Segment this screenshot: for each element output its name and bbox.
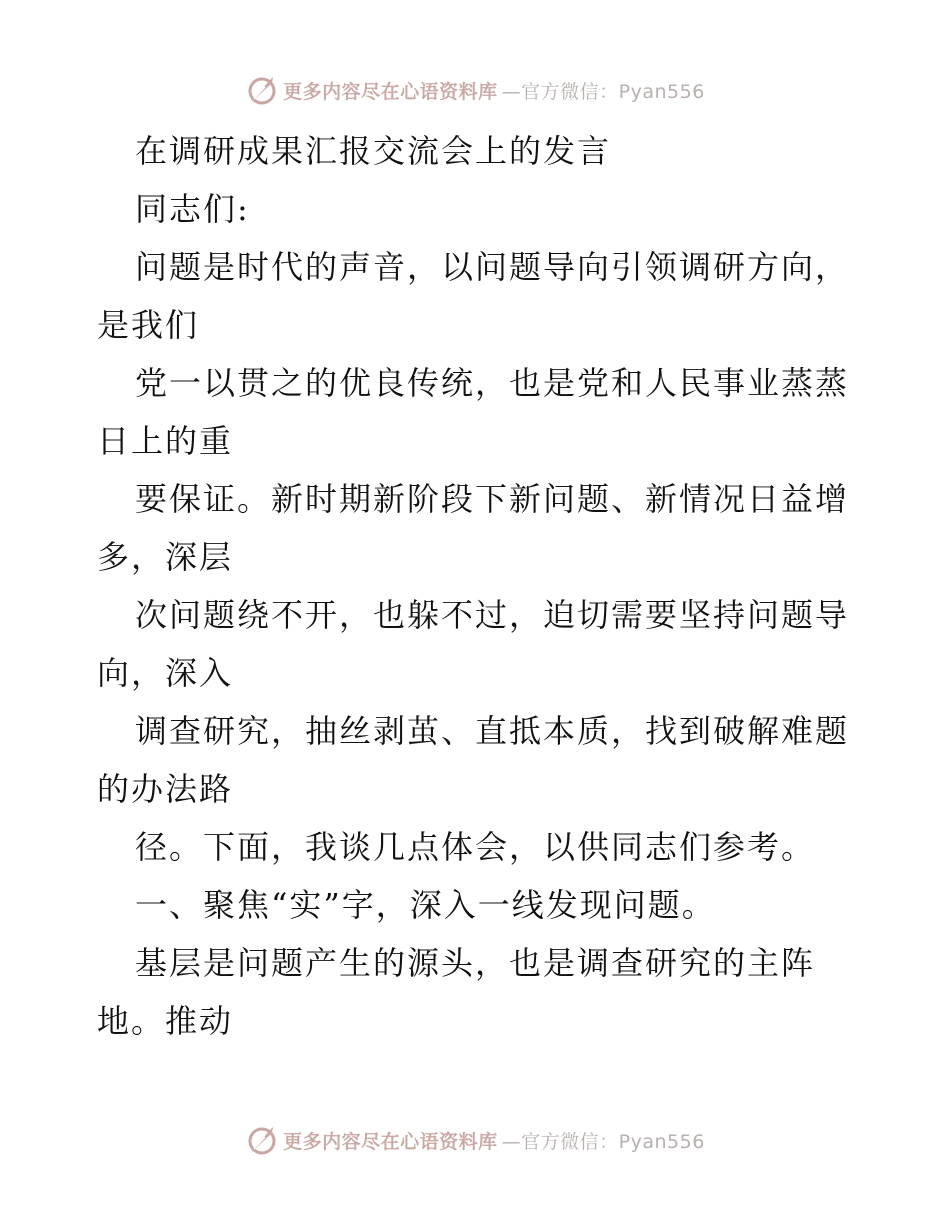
salutation: 同志们: — [135, 190, 250, 228]
watermark-red-text: 更多内容尽在心语资料库 — [283, 1130, 498, 1153]
watermark-gray-text: —官方微信：Pyan556 — [501, 1130, 705, 1153]
paragraph-line: 地。推动 — [97, 1002, 234, 1040]
paragraph-line: 多，深层 — [97, 538, 234, 576]
paragraph-line: 向，深入 — [97, 654, 234, 692]
watermark-footer — [0, 1120, 950, 1160]
paragraph-line: 要保证。新时期新阶段下新问题、新情况日益增 — [135, 480, 850, 518]
quill-logo-icon — [245, 1123, 279, 1157]
paragraph-line: 次问题绕不开，也躲不过，迫切需要坚持问题导 — [135, 596, 850, 634]
document-title: 在调研成果汇报交流会上的发言 — [135, 132, 612, 170]
paragraph-line: 的办法路 — [97, 770, 234, 808]
paragraph-line: 是我们 — [97, 306, 200, 344]
paragraph-line: 日上的重 — [97, 422, 234, 460]
section-heading: 一、聚焦“实”字，深入一线发现问题。 — [135, 886, 716, 924]
paragraph-line: 基层是问题产生的源头，也是调查研究的主阵 — [135, 944, 816, 982]
watermark-red-text: 更多内容尽在心语资料库 — [283, 80, 498, 103]
document-body — [0, 122, 950, 1050]
watermark-gray-text: —官方微信：Pyan556 — [501, 80, 705, 103]
paragraph-line: 党一以贯之的优良传统，也是党和人民事业蒸蒸 — [135, 364, 850, 402]
quill-logo-icon — [245, 73, 279, 107]
paragraph-line: 问题是时代的声音，以问题导向引领调研方向， — [135, 248, 850, 286]
watermark-header — [0, 70, 950, 110]
paragraph-line: 径。下面，我谈几点体会，以供同志们参考。 — [135, 828, 816, 866]
paragraph-line: 调查研究，抽丝剥茧、直抵本质，找到破解难题 — [135, 712, 850, 750]
